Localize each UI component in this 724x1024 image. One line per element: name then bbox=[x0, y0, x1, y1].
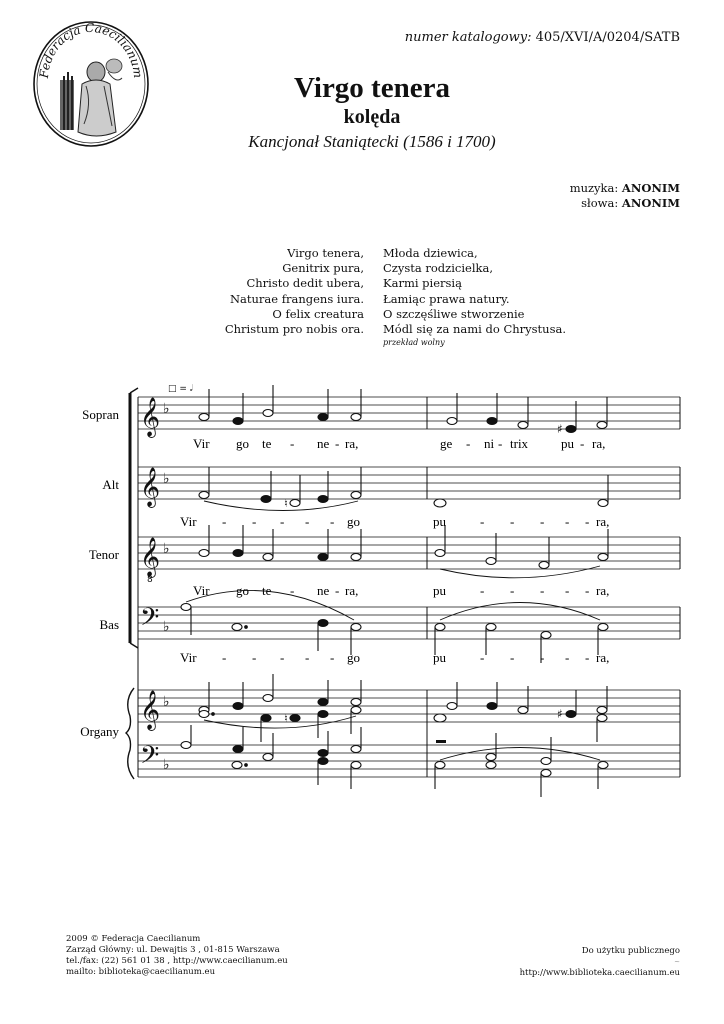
alt-lyric-hyphen: - bbox=[585, 514, 590, 529]
bas-lyric-hyphen: - bbox=[540, 650, 545, 665]
sopran-lyric-hyphen: - bbox=[466, 436, 471, 451]
footer-address: Zarząd Główny: ul. Dewajtis 3 , 01-815 Warszawa bbox=[66, 945, 280, 955]
bas-lyric-hyphen: - bbox=[480, 650, 485, 665]
part-name-alt: Alt bbox=[102, 477, 119, 492]
tenor-lyric-syllable: ra, bbox=[345, 583, 359, 598]
footer-copyright: 2009 © Federacja Caecilianum bbox=[66, 934, 201, 944]
polish-line: Karmi piersią bbox=[383, 276, 462, 291]
words-label: słowa: bbox=[581, 196, 619, 210]
polish-line: Módl się za nami do Chrystusa. bbox=[383, 322, 566, 337]
latin-line: O felix creatura bbox=[272, 306, 364, 321]
sopran-notes bbox=[199, 385, 607, 433]
polish-line: Młoda dziewica, bbox=[383, 246, 478, 260]
alt-lyric-hyphen: - bbox=[252, 514, 257, 529]
tenor-lyric-hyphen: - bbox=[585, 583, 590, 598]
sopran-lyric-syllable: trix bbox=[510, 436, 529, 451]
part-name-tenor: Tenor bbox=[88, 547, 119, 562]
sopran-lyric-syllable: Vir bbox=[193, 436, 210, 451]
sopran-lyric-syllable: ra, bbox=[345, 436, 359, 451]
piece-title: Virgo tenera bbox=[294, 72, 450, 104]
slur bbox=[440, 566, 600, 578]
key-signatures bbox=[163, 401, 170, 773]
words-value: ANONIM bbox=[621, 196, 680, 210]
catalog-value: 405/XVI/A/0204/SATB bbox=[535, 30, 680, 45]
alt-notes bbox=[199, 467, 608, 507]
bas-lyric-syllable: pu bbox=[433, 650, 446, 665]
bas-lyric-hyphen: - bbox=[510, 650, 515, 665]
latin-line: Genitrix pura, bbox=[282, 261, 364, 276]
natural-icon: ♮ bbox=[284, 712, 288, 725]
alt-lyric-syllable: ra, bbox=[596, 514, 610, 529]
organ-treble-notes bbox=[199, 674, 607, 742]
signature-mark: ~ bbox=[674, 958, 680, 966]
part-name-sopran: Sopran bbox=[82, 407, 119, 422]
tenor-lyric-hyphen: - bbox=[480, 583, 485, 598]
sopran-lyric-syllable: ra, bbox=[592, 436, 606, 451]
flat-icon: ♭ bbox=[163, 619, 170, 635]
tenor-lyric-syllable: pu bbox=[433, 583, 446, 598]
sopran-lyric-syllable: go bbox=[236, 436, 249, 451]
bass-clef-icon: 𝄢 bbox=[140, 603, 160, 638]
treble-clef-icon: 𝄞 bbox=[140, 467, 161, 507]
slur bbox=[440, 748, 600, 761]
slur bbox=[204, 501, 358, 511]
tenor-lyric-syllable: go bbox=[236, 583, 249, 598]
octave-marker-icon: 8 bbox=[147, 575, 153, 585]
organ-brace bbox=[126, 688, 134, 779]
alt-lyric-hyphen: - bbox=[280, 514, 285, 529]
alt-lyric-hyphen: - bbox=[480, 514, 485, 529]
bas-lyric-hyphen: - bbox=[585, 650, 590, 665]
tenor-notes bbox=[199, 525, 608, 569]
translation-note: przekład wolny bbox=[383, 338, 445, 348]
bas-lyric-hyphen: - bbox=[330, 650, 335, 665]
polish-line: O szczęśliwe stworzenie bbox=[383, 306, 525, 321]
bas-lyric-syllable: go bbox=[347, 650, 360, 665]
tenor-lyric-syllable: ne bbox=[317, 583, 330, 598]
footer-contact: tel./fax: (22) 561 01 38 , http://www.caecilianum.eu bbox=[66, 956, 288, 966]
part-name-bas: Bas bbox=[99, 617, 119, 632]
tenor-lyric-hyphen: - bbox=[565, 583, 570, 598]
alt-lyric-hyphen: - bbox=[305, 514, 310, 529]
latin-line: Christum pro nobis ora. bbox=[224, 322, 364, 337]
sopran-lyric-syllable: pu bbox=[561, 436, 574, 451]
slur bbox=[440, 603, 600, 621]
alt-lyric-hyphen: - bbox=[540, 514, 545, 529]
alt-lyric-hyphen: - bbox=[510, 514, 515, 529]
alt-lyric-syllable: pu bbox=[433, 514, 446, 529]
bass-clef-icon: 𝄢 bbox=[140, 741, 160, 776]
bas-lyric-syllable: ra, bbox=[596, 650, 610, 665]
flat-icon: ♭ bbox=[163, 757, 170, 773]
flat-icon: ♭ bbox=[163, 541, 170, 557]
tenor-lyric-hyphen: - bbox=[540, 583, 545, 598]
clefs bbox=[140, 397, 160, 776]
music-value: ANONIM bbox=[621, 181, 680, 195]
piece-subtitle: kolęda bbox=[343, 106, 401, 128]
bas-lyric-hyphen: - bbox=[280, 650, 285, 665]
sopran-lyric-syllable: ne bbox=[317, 436, 330, 451]
alt-lyric-hyphen: - bbox=[222, 514, 227, 529]
piece-source: Kancjonał Staniątecki (1586 i 1700) bbox=[248, 132, 496, 151]
latin-line: Virgo tenera, bbox=[287, 246, 364, 260]
bas-lyric-hyphen: - bbox=[222, 650, 227, 665]
sharp-icon: ♯ bbox=[557, 707, 563, 721]
sopran-lyric-hyphen: - bbox=[498, 436, 503, 451]
latin-line: Naturae frangens iura. bbox=[229, 291, 364, 306]
footer-public-use: Do użytku publicznego bbox=[581, 946, 680, 956]
tenor-lyric-hyphen: - bbox=[510, 583, 515, 598]
polish-line: Łamiąc prawa natury. bbox=[383, 291, 510, 306]
tenor-lyric-syllable: ra, bbox=[596, 583, 610, 598]
tenor-lyric-syllable: te bbox=[262, 583, 272, 598]
bas-lyric-syllable: Vir bbox=[180, 650, 197, 665]
tempo-mark: □ = 𝅗𝅥 bbox=[168, 384, 193, 394]
latin-line: Christo dedit ubera, bbox=[246, 276, 364, 291]
natural-icon: ♮ bbox=[284, 497, 288, 510]
tenor-lyric-syllable: Vir bbox=[193, 583, 210, 598]
footer-publisher bbox=[66, 934, 288, 978]
bas-lyric-hyphen: - bbox=[252, 650, 257, 665]
sopran-lyric-hyphen: - bbox=[335, 436, 340, 451]
part-name-organy: Organy bbox=[80, 724, 119, 739]
bas-lyric-hyphen: - bbox=[565, 650, 570, 665]
treble-clef-icon: 𝄞 bbox=[140, 537, 161, 577]
treble-clef-icon: 𝄞 bbox=[140, 690, 161, 730]
tenor-lyric-hyphen: - bbox=[335, 583, 340, 598]
footer-usage bbox=[520, 946, 680, 979]
bas-lyric-hyphen: - bbox=[305, 650, 310, 665]
alt-lyric-hyphen: - bbox=[565, 514, 570, 529]
sharp-icon: ♯ bbox=[557, 422, 563, 436]
sopran-lyric-syllable: ni bbox=[484, 436, 495, 451]
tenor-lyric-hyphen: - bbox=[290, 583, 295, 598]
treble-clef-icon: 𝄞 bbox=[140, 397, 161, 437]
footer-email: mailto: biblioteka@caecilianum.eu bbox=[66, 967, 216, 977]
flat-icon: ♭ bbox=[163, 694, 170, 710]
alt-lyric-syllable: go bbox=[347, 514, 360, 529]
alt-lyric-hyphen: - bbox=[330, 514, 335, 529]
sopran-lyric-hyphen: - bbox=[290, 436, 295, 451]
footer-library-link[interactable]: http://www.biblioteka.caecilianum.eu bbox=[519, 968, 680, 978]
flat-icon: ♭ bbox=[163, 401, 170, 417]
polish-line: Czysta rodzicielka, bbox=[383, 261, 493, 276]
alt-lyric-syllable: Vir bbox=[180, 514, 197, 529]
sopran-lyric-hyphen: - bbox=[580, 436, 585, 451]
sopran-lyric-syllable: te bbox=[262, 436, 272, 451]
flat-icon: ♭ bbox=[163, 471, 170, 487]
svg-text:Federacja Caecilianum: Federacja Caecilianum bbox=[36, 20, 146, 79]
catalog-label: numer katalogowy: bbox=[404, 30, 532, 45]
sopran-lyric-syllable: ge bbox=[440, 436, 453, 451]
music-label: muzyka: bbox=[569, 181, 619, 195]
